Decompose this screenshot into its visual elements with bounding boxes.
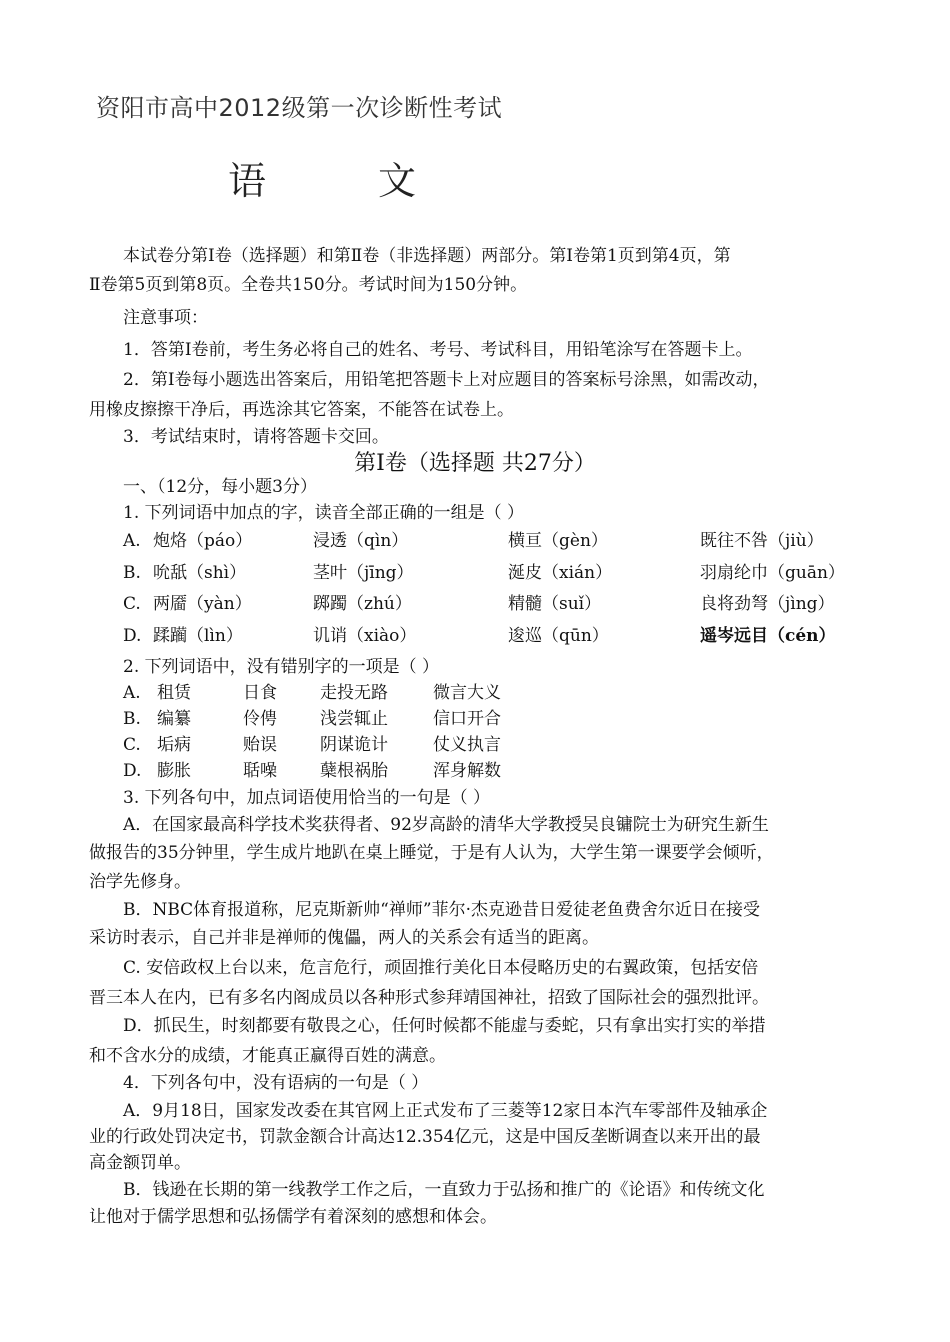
option-label: A. [123,683,141,703]
option-label: C. [123,735,141,755]
question-3-a-line-3: 治学先修身。 [89,872,191,892]
option-item: 讥诮（xiào） [313,626,417,646]
option-label: A. [123,531,141,551]
question-2-stem: 2. 下列词语中，没有错别字的一项是（ ） [123,657,440,677]
question-3-b-line-2: 采访时表示，自己并非是禅师的傀儡，两人的关系会有适当的距离。 [89,928,599,948]
option-label: D. [123,761,142,781]
question-3-c-line-2: 晋三本人在内，已有多名内阁成员以各种形式参拜靖国神社，招致了国际社会的强烈批评。 [89,988,769,1008]
question-4-a-line-3: 高金额罚单。 [89,1153,191,1173]
question-1-stem: 1. 下列词语中加点的字，读音全部正确的一组是（ ） [123,503,525,523]
option-item: 信口开合 [433,709,501,729]
option-item: 茎叶（jīng） [313,563,414,583]
intro-line-2: Ⅱ卷第5页到第8页。全卷共150分。考试时间为150分钟。 [89,275,528,295]
question-4-stem: 4．下列各句中，没有语病的一句是（ ） [123,1073,429,1093]
notice-item-2-line-2: 用橡皮擦擦干净后，再选涂其它答案，不能答在试卷上。 [89,400,514,420]
question-3-stem: 3. 下列各句中，加点词语使用恰当的一句是（ ） [123,788,491,808]
option-item: 编纂 [157,709,191,729]
question-4-a-line-1: A．9月18日，国家发改委在其官网上正式发布了三菱等12家日本汽车零部件及轴承企 [123,1101,768,1121]
question-3-b-line-1: B．NBC体育报道称，尼克斯新帅“禅师”菲尔·杰克逊昔日爱徒老鱼费舍尔近日在接受 [123,900,760,920]
option-item: 两靥（yàn） [153,594,252,614]
option-item: 既往不咎（jiù） [700,531,824,551]
option-label: D. [123,626,142,646]
question-3-a-line-1: A．在国家最高科学技术奖获得者、92岁高龄的清华大学教授吴良镛院士为研究生新生 [123,815,769,835]
option-item: 浸透（qìn） [313,531,409,551]
question-4-b-line-2: 让他对于儒学思想和弘扬儒学有着深刻的感想和体会。 [89,1207,497,1227]
option-item: 炮烙（páo） [153,531,253,551]
option-item: 遥岑远目（cén） [700,626,836,646]
option-item: 租赁 [157,683,191,703]
question-4-b-line-1: B．钱逊在长期的第一线教学工作之后，一直致力于弘扬和推广的《论语》和传统文化 [123,1180,765,1200]
option-item: 精髓（suǐ） [508,594,602,614]
option-item: 仗义执言 [433,735,501,755]
intro-line-1: 本试卷分第Ⅰ卷（选择题）和第Ⅱ卷（非选择题）两部分。第Ⅰ卷第1页到第4页，第 [123,246,731,266]
option-item: 聒噪 [243,761,277,781]
option-label: C. [123,594,141,614]
question-4-a-line-2: 业的行政处罚决定书，罚款金额合计高达12.354亿元，这是中国反垄断调查以来开出的最 [89,1127,761,1147]
subject-title: 语文 [228,159,529,203]
option-label: B. [123,563,141,583]
option-item: 伶俜 [243,709,277,729]
option-item: 良将劲弩（jìng） [700,594,835,614]
option-item: 贻误 [243,735,277,755]
question-3-d-line-1: D．抓民生，时刻都要有敬畏之心，任何时候都不能虚与委蛇，只有拿出实打实的举措 [123,1016,766,1036]
option-item: 横亘（gèn） [508,531,608,551]
option-item: 涎皮（xián） [508,563,613,583]
option-item: 垢病 [157,735,191,755]
option-item: 阴谋诡计 [320,735,388,755]
notice-item-3: 3．考试结束时，请将答题卡交回。 [123,427,389,447]
option-item: 膨胀 [157,761,191,781]
option-item: 走投无路 [320,683,388,703]
option-item: 微言大义 [433,683,501,703]
part-1-heading: 一、（12分，每小题3分） [123,477,317,497]
option-label: B. [123,709,141,729]
notice-item-2-line-1: 2．第Ⅰ卷每小题选出答案后，用铅笔把答题卡上对应题目的答案标号涂黑，如需改动， [123,370,770,390]
option-item: 蘖根祸胎 [320,761,388,781]
notice-item-1: 1．答第Ⅰ卷前，考生务必将自己的姓名、考号、考试科目，用铅笔涂写在答题卡上。 [123,340,753,360]
section-1-title: 第Ⅰ卷（选择题 共27分） [354,451,596,476]
option-item: 蹂躏（lìn） [153,626,243,646]
question-3-a-line-2: 做报告的35分钟里，学生成片地趴在桌上睡觉，于是有人认为，大学生第一课要学会倾听， [89,843,774,863]
option-item: 羽扇纶巾（guān） [700,563,845,583]
question-3-c-line-1: C. 安倍政权上台以来，危言危行，顽固推行美化日本侵略历史的右翼政策，包括安倍 [123,958,759,978]
option-item: 日食 [243,683,277,703]
option-item: 浅尝辄止 [320,709,388,729]
option-item: 吮舐（shì） [153,563,247,583]
question-3-d-line-2: 和不含水分的成绩，才能真正赢得百姓的满意。 [89,1046,446,1066]
option-item: 踯躅（zhú） [313,594,412,614]
exam-title: 资阳市高中2012级第一次诊断性考试 [96,94,503,122]
option-item: 逡巡（qūn） [508,626,609,646]
notice-heading: 注意事项： [123,308,208,328]
option-item: 浑身解数 [433,761,501,781]
